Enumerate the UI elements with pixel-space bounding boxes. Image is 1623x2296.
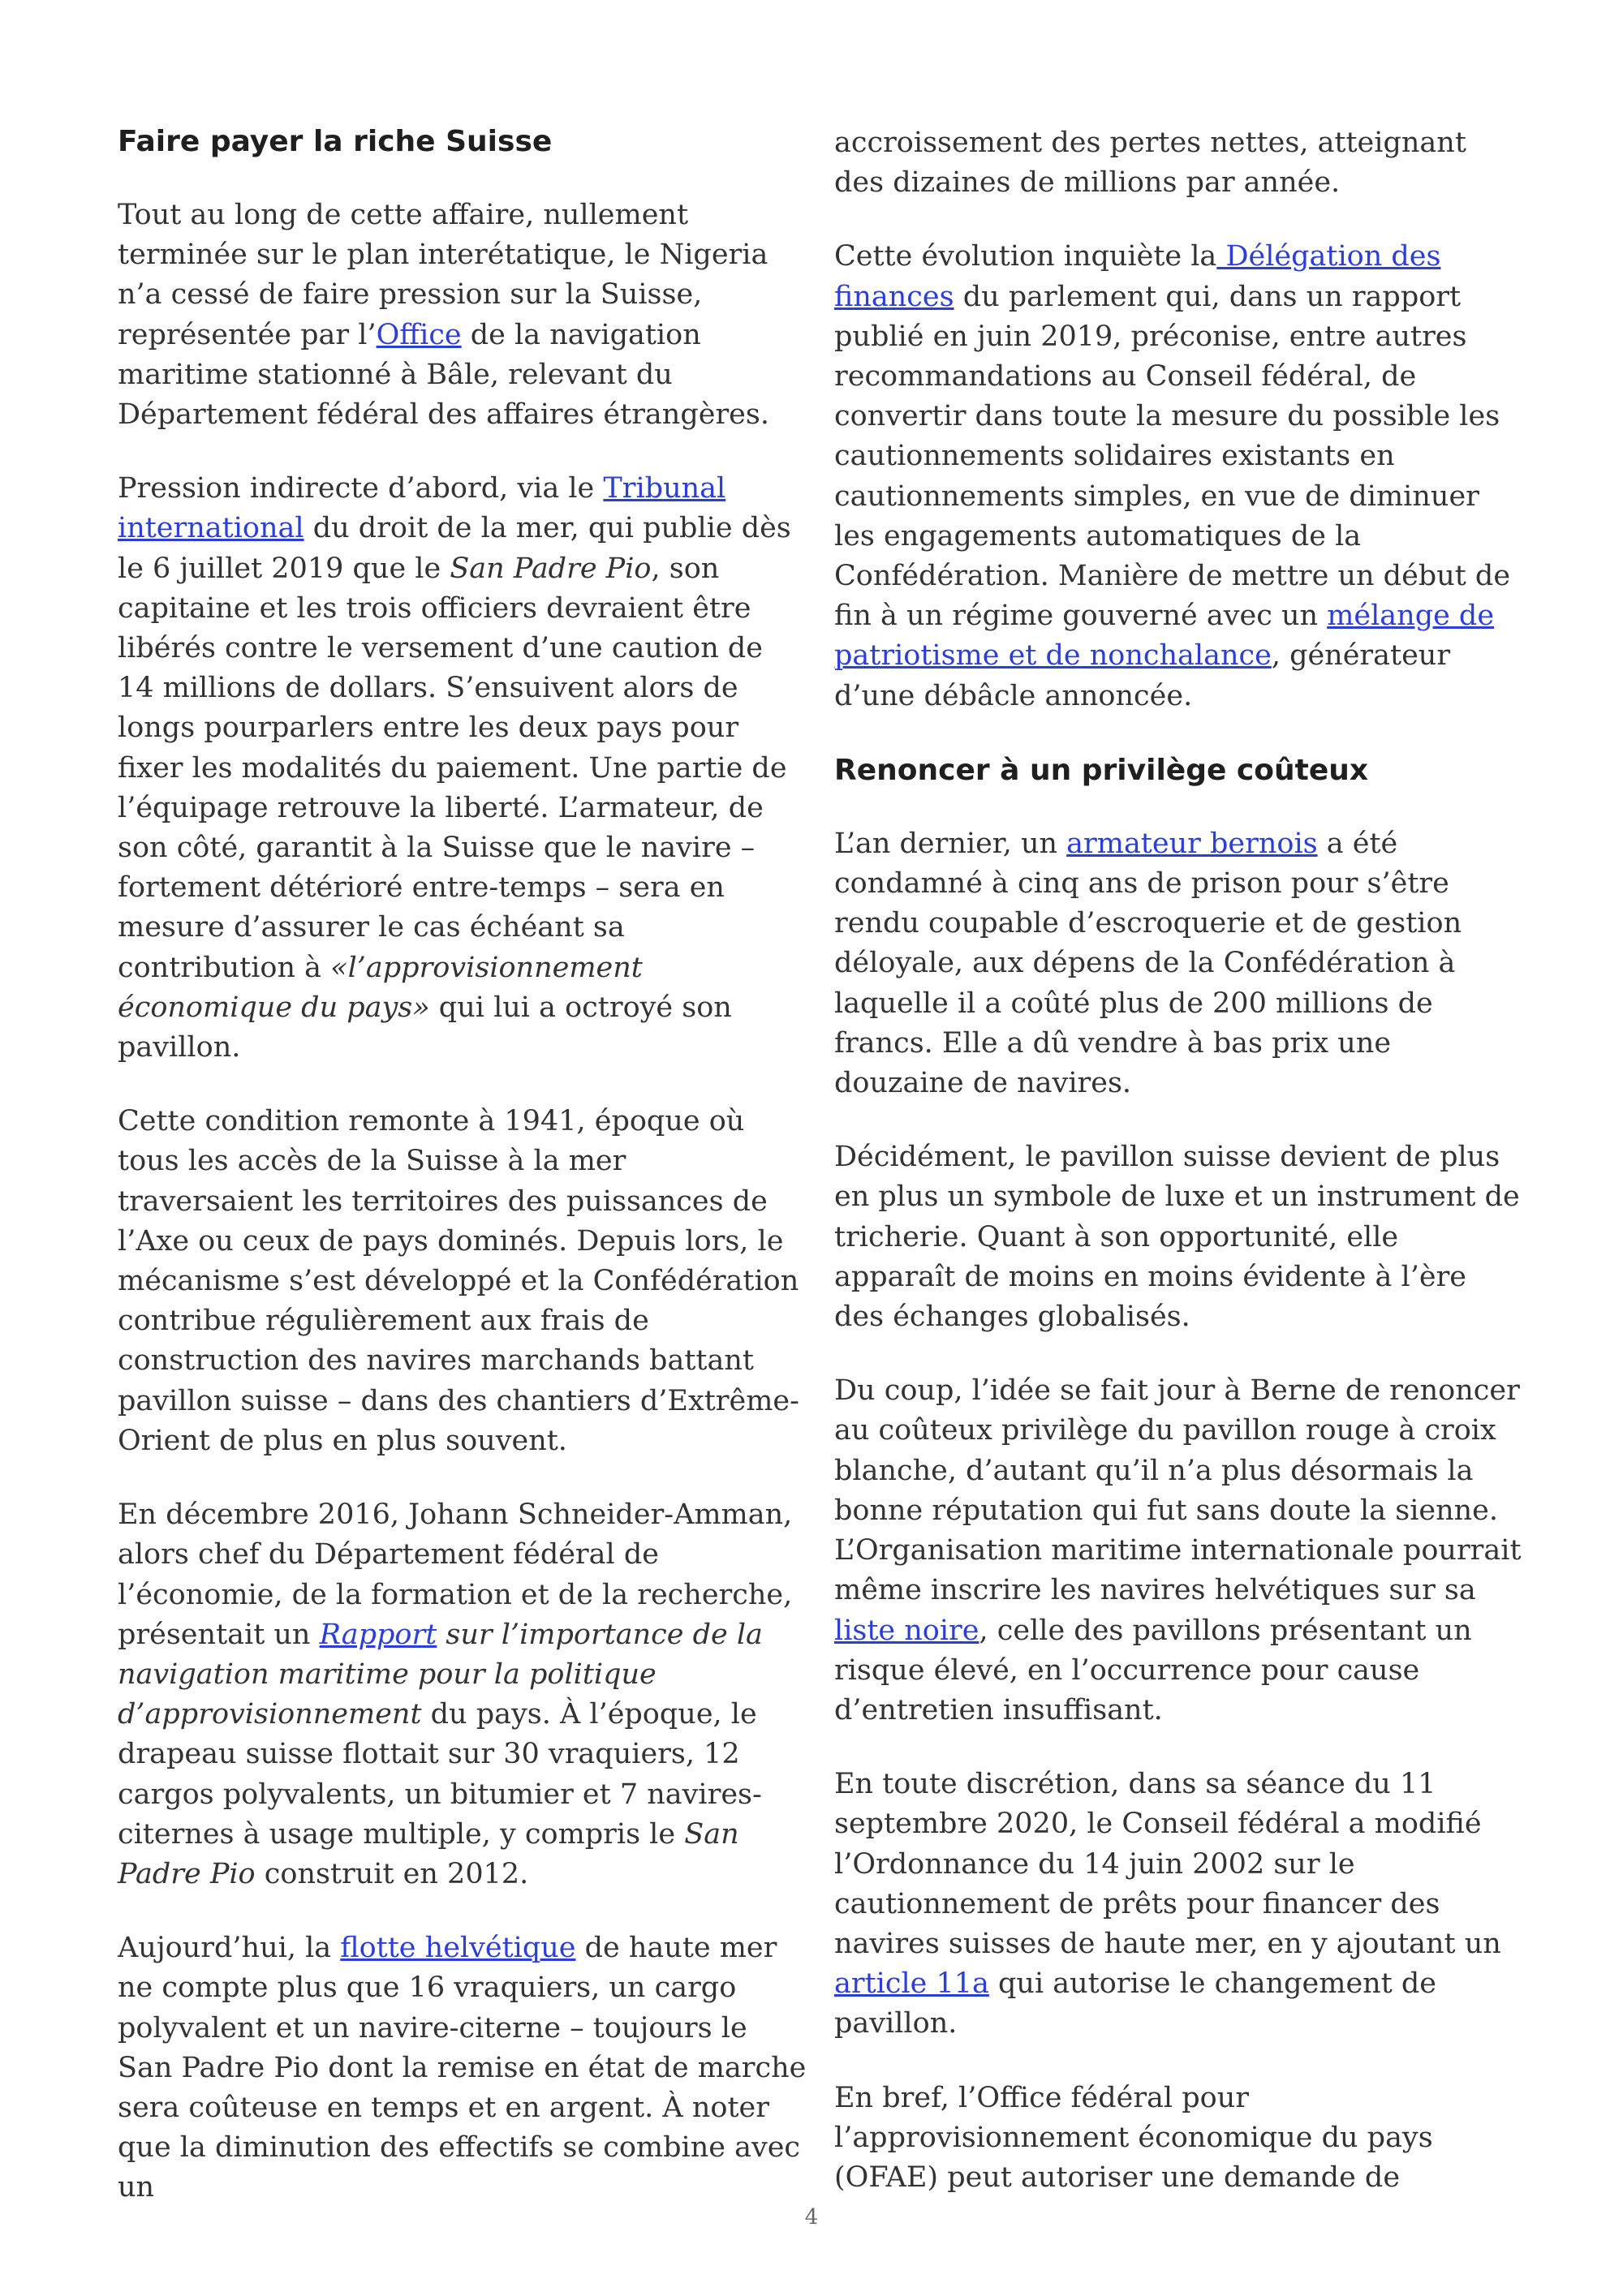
paragraph bbox=[834, 1765, 1524, 2044]
text: En toute discrétion, dans sa séance du 11 septembre 2020, le Conseil fédéral a modifié l’Ordonnance du 14 juin 2002 sur le cautionnement de prêts pour financer des navires suisses de haute mer, en y ajoutant un bbox=[834, 1768, 1501, 1960]
quote: «l’approvisionnement économique du pays» bbox=[118, 951, 643, 1024]
paragraph bbox=[834, 237, 1524, 716]
paragraph: En bref, l’Office fédéral pour l’approvisionnement économique du pays (OFAE) peut autoriser une demande de bbox=[834, 2081, 1433, 2194]
text: Aujourd’hui, la bbox=[118, 1932, 341, 1965]
section-heading-faire-payer: Faire payer la riche Suisse bbox=[118, 125, 553, 158]
text: qui lui a octroyé son pavillon. bbox=[118, 991, 732, 1064]
right-column bbox=[834, 123, 1524, 2232]
text: Cette évolution inquiète la bbox=[834, 240, 1217, 273]
text: , celle des pavillons présentant un risque élevé, en l’occurrence pour cause d’entretien insuffisant. bbox=[834, 1614, 1472, 1726]
link-rapport[interactable] bbox=[320, 1619, 437, 1651]
paragraph bbox=[118, 469, 807, 1068]
paragraph bbox=[118, 1928, 807, 2208]
text: du pays. À l’époque, le drapeau suisse flottait sur 30 vraquiers, 12 cargos polyvalents, un bitumier et 7 navires-citernes à usage multiple, y compris le bbox=[118, 1698, 762, 1851]
text: du droit de la mer, qui publie dès le 6 juillet 2019 que le bbox=[118, 512, 791, 585]
left-column bbox=[118, 122, 807, 2242]
paragraph bbox=[118, 1495, 807, 1894]
text: , générateur d’une débâcle annoncée. bbox=[834, 639, 1451, 712]
paragraph: Décidément, le pavillon suisse devient de plus en plus un symbole de luxe et un instrument de tricherie. Quant à son opportunité, elle apparaît de moins en moins évidente à l’ère des échanges globalisés. bbox=[834, 1141, 1520, 1334]
text: a été condamné à cinq ans de prison pour s’être rendu coupable d’escroquerie et de gestion déloyale, aux dépens de la Confédération à laquelle il a coûté plus de 200 millions de francs. Elle a dû vendre à bas prix une douzaine de navires. bbox=[834, 827, 1462, 1100]
text: , son capitaine et les trois officiers devraient être libérés contre le versement d’une caution de 14 millions de dollars. S’ensuivent alors de longs pourparlers entre les deux pays pour fixer les modalités du paiement. Une partie de l’équipage retrouve la liberté. L’armateur, de son côté, garantit à la Suisse que le navire – fortement détérioré entre-temps – sera en mesure d’assurer le cas échéant sa contribution à bbox=[118, 552, 787, 984]
text: Pression indirecte d’abord, via le bbox=[118, 472, 604, 505]
paragraph bbox=[118, 196, 807, 435]
paragraph: Cette condition remonte à 1941, époque où tous les accès de la Suisse à la mer traversaient les territoires des puissances de l’Axe ou ceux de pays dominés. Depuis lors, le mécanisme s’est développé et la Confédération contribue régulièrement aux frais de construction des navires marchands battant pavillon suisse – dans des chantiers d’Extrême-Orient de plus en plus souvent. bbox=[118, 1105, 799, 1457]
ship-name: San Padre Pio bbox=[118, 1817, 739, 1890]
text: de la navigation maritime stationné à Bâle, relevant du Département fédéral des affaires étrangères. bbox=[118, 318, 769, 432]
text: L’an dernier, un bbox=[834, 827, 1067, 860]
section-heading-renoncer: Renoncer à un privilège coûteux bbox=[834, 753, 1369, 787]
link-article-11a[interactable]: article 11a bbox=[834, 1967, 989, 2001]
text: de haute mer ne compte plus que 16 vraquiers, un cargo polyvalent et un navire-citerne – toujours le San Padre Pio dont la remise en état de marche sera coûteuse en temps et en argent. À noter que la diminution des effectifs se combine avec un bbox=[118, 1932, 807, 2204]
text: Tout au long de cette affaire, nullement terminée sur le plan interétatique, le Nigeria n’a cessé de faire pression sur la Suisse, représentée par l’ bbox=[118, 199, 768, 351]
ship-name: San Padre Pio bbox=[450, 552, 652, 585]
text: qui autorise le changement de pavillon. bbox=[834, 1967, 1437, 2040]
link-tribunal-international[interactable]: Tribunal international bbox=[118, 472, 726, 545]
text: construit en 2012. bbox=[255, 1857, 529, 1890]
link-delegation-des-finances[interactable]: Délégation des finances bbox=[834, 240, 1441, 313]
paragraph bbox=[834, 824, 1524, 1103]
text: En décembre 2016, Johann Schneider-Amman, alors chef du Département fédéral de l’économie, de la formation et de la recherche, présentait un bbox=[118, 1498, 793, 1651]
text: du parlement qui, dans un rapport publié en juin 2019, préconise, entre autres recommandations au Conseil fédéral, de convertir dans toute la mesure du possible les cautionnements solidaires existants en cautionnements simples, en vue de diminuer les engagements automatiques de la Confédération. Manière de mettre un début de fin à un régime gouverné avec un bbox=[834, 280, 1511, 633]
link-rapport-text: Rapport bbox=[319, 1618, 437, 1651]
page-number: 4 bbox=[804, 2205, 819, 2229]
text: Du coup, l’idée se fait jour à Berne de renoncer au coûteux privilège du pavillon rouge à croix blanche, d’autant qu’il n’a plus désormais la bonne réputation qui fut sans doute la sienne. L’Organisation maritime internationale pourrait même inscrire les navires helvétiques sur sa bbox=[834, 1374, 1522, 1607]
report-title: sur l’importance de la navigation maritime pour la politique d’approvisionnement bbox=[118, 1618, 763, 1731]
link-armateur-bernois[interactable]: armateur bernois bbox=[1066, 827, 1318, 860]
link-melange-patriotisme[interactable]: mélange de patriotisme et de nonchalance bbox=[834, 600, 1495, 673]
link-flotte-helvetique[interactable]: flotte helvétique bbox=[340, 1932, 576, 1965]
paragraph bbox=[834, 1371, 1524, 1731]
paragraph: accroissement des pertes nettes, atteignant des dizaines de millions par année. bbox=[834, 127, 1466, 200]
link-liste-noire[interactable]: liste noire bbox=[834, 1614, 979, 1647]
link-office[interactable]: Office bbox=[376, 318, 462, 351]
